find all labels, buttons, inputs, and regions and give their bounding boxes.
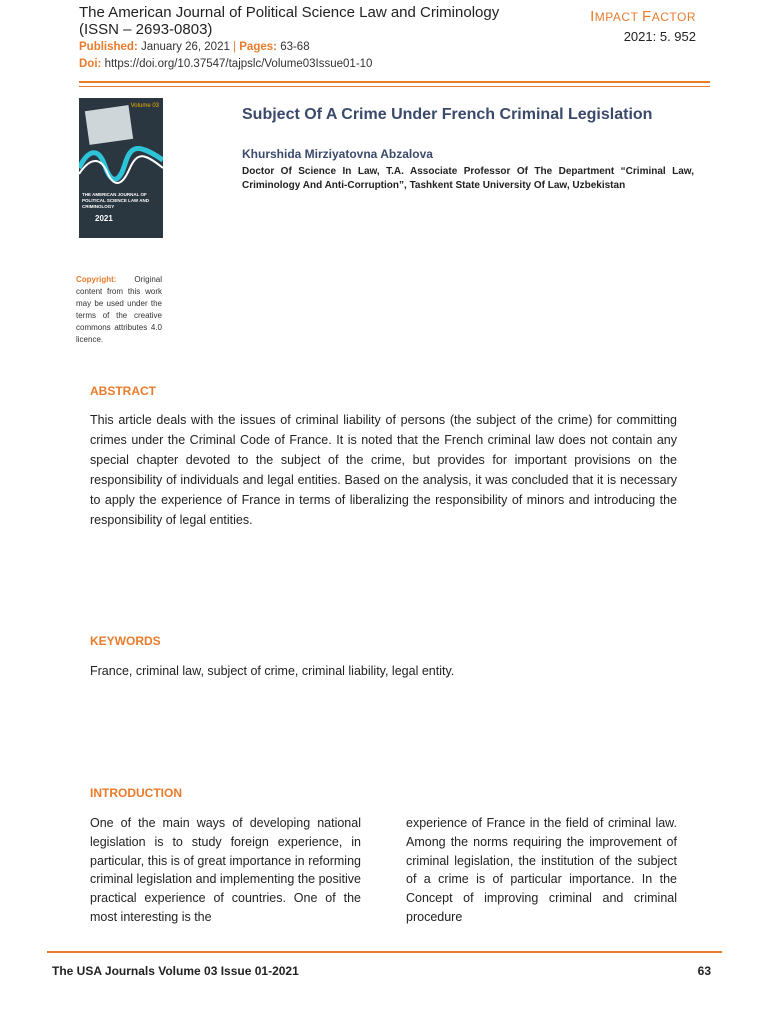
published-line xyxy=(79,41,310,53)
copyright-label: Copyright: xyxy=(76,275,117,284)
keywords-heading: KEYWORDS xyxy=(90,634,161,648)
doi-line xyxy=(79,58,372,70)
impact-factor xyxy=(590,8,696,44)
impact-factor-label: IMPACT FACTOR xyxy=(590,8,696,25)
journal-title-line1: The American Journal of Political Science Law and Criminology xyxy=(79,4,500,21)
published-label: Published: xyxy=(79,41,138,53)
journal-issn: (ISSN – 2693-0803) xyxy=(79,21,213,38)
meta-separator: | xyxy=(233,41,237,53)
introduction-column-right: experience of France in the field of criminal law. Among the norms requiring the improvement of criminal legislation, the institution of the subject of a crime is of particular importance. In the Concept of improving criminal and criminal procedure xyxy=(406,816,677,924)
copyright-note xyxy=(76,274,162,346)
introduction-heading: INTRODUCTION xyxy=(90,786,182,800)
cover-wave-graphic xyxy=(79,138,163,188)
impact-factor-value: 2021: 5. 952 xyxy=(623,29,696,44)
article-author: Khurshida Mirziyatovna Abzalova xyxy=(242,147,433,161)
cover-title: THE AMERICAN JOURNAL OF POLITICAL SCIENCE LAW AND CRIMINOLOGY xyxy=(82,192,150,209)
keywords-text: France, criminal law, subject of crime, criminal liability, legal entity. xyxy=(90,664,455,678)
doi-label: Doi: xyxy=(79,58,102,70)
footer-divider xyxy=(47,951,722,953)
pages-label: Pages: xyxy=(239,41,277,53)
cover-volume: Volume 03 xyxy=(130,103,159,109)
cover-year: 2021 xyxy=(95,214,113,223)
journal-cover-image xyxy=(79,98,163,238)
footer-journal-issue: The USA Journals Volume 03 Issue 01-2021 xyxy=(52,964,299,978)
page-number: 63 xyxy=(697,964,711,978)
published-value: January 26, 2021 xyxy=(140,41,230,53)
abstract-heading: ABSTRACT xyxy=(90,384,156,398)
article-title: Subject Of A Crime Under French Criminal Legislation xyxy=(242,106,653,123)
header-divider xyxy=(79,81,710,83)
header-divider-thin xyxy=(79,86,710,87)
introduction-column-left: One of the main ways of developing national legislation is to study foreign experience, in particular, this is of great importance in reforming criminal legislation and implementing the positive practical experience of countries. One of the most interesting is the xyxy=(90,816,361,924)
doi-link[interactable]: https://doi.org/10.37547/tajpslc/Volume03Issue01-10 xyxy=(104,58,373,70)
copyright-text: Original content from this work may be used under the terms of the creative commons attributes 4.0 licence. xyxy=(76,275,162,344)
abstract-text: This article deals with the issues of criminal liability of persons (the subject of the crime) for committing crimes under the Criminal Code of France. It is noted that the French criminal law does not contain any special chapter devoted to the subject of the crime, but provides for important provisions on the responsibility of individuals and legal entities. Based on the analysis, it was concluded that it is necessary to apply the experience of France in terms of liberalizing the responsibility of minors and introducing the responsibility of legal entities. xyxy=(90,413,677,527)
journal-title xyxy=(79,4,499,38)
author-affiliation: Doctor Of Science In Law, T.A. Associate Professor Of The Department “Criminal Law, Criminology And Anti-Corruption”, Tashkent State University Of Law, Uzbekistan xyxy=(242,166,694,191)
pages-value: 63-68 xyxy=(280,41,310,53)
